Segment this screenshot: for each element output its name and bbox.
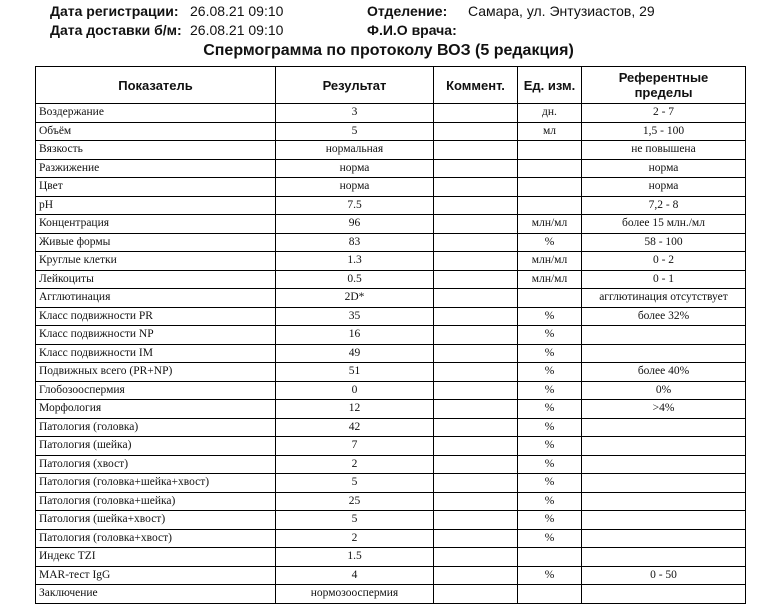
cell-result: 0 bbox=[276, 381, 434, 400]
cell-result: 51 bbox=[276, 363, 434, 382]
header-reference-line2: пределы bbox=[634, 85, 693, 100]
cell-comment bbox=[434, 474, 518, 493]
cell-comment bbox=[434, 566, 518, 585]
cell-reference: 0 - 2 bbox=[582, 252, 746, 271]
cell-comment bbox=[434, 363, 518, 382]
table-row bbox=[36, 455, 746, 474]
table-row bbox=[36, 437, 746, 456]
cell-comment bbox=[434, 141, 518, 160]
cell-result: 2D* bbox=[276, 289, 434, 308]
cell-result: 42 bbox=[276, 418, 434, 437]
table-row bbox=[36, 511, 746, 530]
cell-result: 0.5 bbox=[276, 270, 434, 289]
cell-comment bbox=[434, 455, 518, 474]
cell-unit: % bbox=[518, 381, 582, 400]
cell-indicator: Воздержание bbox=[36, 104, 276, 123]
cell-comment bbox=[434, 400, 518, 419]
cell-comment bbox=[434, 233, 518, 252]
cell-comment bbox=[434, 289, 518, 308]
cell-unit: % bbox=[518, 363, 582, 382]
table-row bbox=[36, 381, 746, 400]
cell-comment bbox=[434, 548, 518, 567]
cell-reference bbox=[582, 492, 746, 511]
cell-unit: % bbox=[518, 455, 582, 474]
cell-comment bbox=[434, 196, 518, 215]
cell-unit: млн/мл bbox=[518, 270, 582, 289]
cell-reference: 7,2 - 8 bbox=[582, 196, 746, 215]
cell-unit: % bbox=[518, 529, 582, 548]
cell-indicator: Патология (хвост) bbox=[36, 455, 276, 474]
cell-unit bbox=[518, 585, 582, 604]
cell-indicator: Патология (головка+хвост) bbox=[36, 529, 276, 548]
cell-unit bbox=[518, 178, 582, 197]
table-row bbox=[36, 492, 746, 511]
table-row bbox=[36, 159, 746, 178]
department-label: Отделение: bbox=[367, 3, 448, 19]
cell-unit: млн/мл bbox=[518, 215, 582, 234]
cell-comment bbox=[434, 326, 518, 345]
cell-result: 49 bbox=[276, 344, 434, 363]
table-row bbox=[36, 104, 746, 123]
delivery-date-value: 26.08.21 09:10 bbox=[190, 22, 284, 38]
table-row bbox=[36, 289, 746, 308]
cell-result: 2 bbox=[276, 529, 434, 548]
table-row bbox=[36, 326, 746, 345]
cell-comment bbox=[434, 252, 518, 271]
table-row bbox=[36, 141, 746, 160]
cell-unit bbox=[518, 141, 582, 160]
cell-indicator: Патология (шейка) bbox=[36, 437, 276, 456]
header-comment: Коммент. bbox=[434, 67, 518, 104]
cell-unit: млн/мл bbox=[518, 252, 582, 271]
cell-reference: >4% bbox=[582, 400, 746, 419]
cell-comment bbox=[434, 215, 518, 234]
cell-unit: % bbox=[518, 418, 582, 437]
table-row bbox=[36, 122, 746, 141]
cell-unit: % bbox=[518, 511, 582, 530]
cell-comment bbox=[434, 585, 518, 604]
cell-unit bbox=[518, 196, 582, 215]
cell-result: нормальная bbox=[276, 141, 434, 160]
cell-indicator: MAR-тест IgG bbox=[36, 566, 276, 585]
cell-reference: 0% bbox=[582, 381, 746, 400]
cell-reference: 0 - 1 bbox=[582, 270, 746, 289]
cell-indicator: Заключение bbox=[36, 585, 276, 604]
cell-indicator: Живые формы bbox=[36, 233, 276, 252]
cell-reference bbox=[582, 326, 746, 345]
cell-result: 5 bbox=[276, 511, 434, 530]
cell-unit: мл bbox=[518, 122, 582, 141]
cell-indicator: Цвет bbox=[36, 178, 276, 197]
table-row bbox=[36, 566, 746, 585]
cell-unit bbox=[518, 159, 582, 178]
cell-reference bbox=[582, 529, 746, 548]
table-row bbox=[36, 215, 746, 234]
registration-date-value: 26.08.21 09:10 bbox=[190, 3, 284, 19]
table-row bbox=[36, 233, 746, 252]
cell-comment bbox=[434, 178, 518, 197]
table-row bbox=[36, 196, 746, 215]
cell-reference: не повышена bbox=[582, 141, 746, 160]
header-reference bbox=[582, 67, 746, 104]
cell-comment bbox=[434, 344, 518, 363]
report-title: Спермограмма по протоколу ВОЗ (5 редакция) bbox=[203, 42, 574, 59]
cell-indicator: Объём bbox=[36, 122, 276, 141]
cell-indicator: Вязкость bbox=[36, 141, 276, 160]
cell-reference: 1,5 - 100 bbox=[582, 122, 746, 141]
cell-unit bbox=[518, 289, 582, 308]
cell-reference bbox=[582, 548, 746, 567]
header-reference-line1: Референтные bbox=[618, 70, 709, 85]
header-indicator: Показатель bbox=[36, 67, 276, 104]
cell-indicator: Круглые клетки bbox=[36, 252, 276, 271]
table-row bbox=[36, 585, 746, 604]
header-result: Результат bbox=[276, 67, 434, 104]
cell-result: 5 bbox=[276, 474, 434, 493]
cell-reference: 58 - 100 bbox=[582, 233, 746, 252]
cell-unit: % bbox=[518, 437, 582, 456]
delivery-date-label: Дата доставки б/м: bbox=[50, 22, 182, 38]
cell-reference: норма bbox=[582, 178, 746, 197]
cell-indicator: Класс подвижности IM bbox=[36, 344, 276, 363]
cell-indicator: Патология (головка+шейка) bbox=[36, 492, 276, 511]
cell-unit bbox=[518, 548, 582, 567]
doctor-label: Ф.И.О врача: bbox=[367, 22, 457, 38]
cell-result: 83 bbox=[276, 233, 434, 252]
cell-indicator: Разжижение bbox=[36, 159, 276, 178]
cell-comment bbox=[434, 270, 518, 289]
cell-indicator: Класс подвижности NP bbox=[36, 326, 276, 345]
department-value: Самара, ул. Энтузиастов, 29 bbox=[468, 3, 655, 19]
cell-unit: % bbox=[518, 307, 582, 326]
cell-unit: % bbox=[518, 326, 582, 345]
cell-reference: более 32% bbox=[582, 307, 746, 326]
table-row bbox=[36, 307, 746, 326]
cell-result: 35 bbox=[276, 307, 434, 326]
table-row bbox=[36, 363, 746, 382]
cell-unit: % bbox=[518, 492, 582, 511]
cell-indicator: Класс подвижности PR bbox=[36, 307, 276, 326]
cell-indicator: Глобозооспермия bbox=[36, 381, 276, 400]
cell-result: 7.5 bbox=[276, 196, 434, 215]
cell-unit: % bbox=[518, 474, 582, 493]
cell-result: 5 bbox=[276, 122, 434, 141]
cell-comment bbox=[434, 492, 518, 511]
cell-result: 1.5 bbox=[276, 548, 434, 567]
cell-reference: более 40% bbox=[582, 363, 746, 382]
cell-unit: % bbox=[518, 400, 582, 419]
table-row bbox=[36, 474, 746, 493]
cell-reference: 0 - 50 bbox=[582, 566, 746, 585]
cell-indicator: Агглютинация bbox=[36, 289, 276, 308]
cell-reference: норма bbox=[582, 159, 746, 178]
cell-reference bbox=[582, 511, 746, 530]
cell-result: 7 bbox=[276, 437, 434, 456]
table-row bbox=[36, 400, 746, 419]
cell-result: 2 bbox=[276, 455, 434, 474]
cell-indicator: Индекс TZI bbox=[36, 548, 276, 567]
cell-comment bbox=[434, 381, 518, 400]
cell-result: норма bbox=[276, 159, 434, 178]
cell-comment bbox=[434, 511, 518, 530]
cell-result: 16 bbox=[276, 326, 434, 345]
cell-indicator: Патология (шейка+хвост) bbox=[36, 511, 276, 530]
table-row bbox=[36, 252, 746, 271]
cell-reference bbox=[582, 418, 746, 437]
table-row bbox=[36, 270, 746, 289]
cell-comment bbox=[434, 437, 518, 456]
cell-unit: % bbox=[518, 566, 582, 585]
cell-result: нормозооспермия bbox=[276, 585, 434, 604]
cell-reference bbox=[582, 585, 746, 604]
table-row bbox=[36, 529, 746, 548]
cell-result: 4 bbox=[276, 566, 434, 585]
cell-reference bbox=[582, 437, 746, 456]
cell-unit: дн. bbox=[518, 104, 582, 123]
table-row bbox=[36, 344, 746, 363]
cell-reference bbox=[582, 455, 746, 474]
cell-result: 1.3 bbox=[276, 252, 434, 271]
cell-comment bbox=[434, 122, 518, 141]
cell-indicator: Подвижных всего (PR+NP) bbox=[36, 363, 276, 382]
cell-unit: % bbox=[518, 344, 582, 363]
cell-reference: более 15 млн./мл bbox=[582, 215, 746, 234]
cell-indicator: Патология (головка) bbox=[36, 418, 276, 437]
cell-reference bbox=[582, 344, 746, 363]
cell-indicator: pH bbox=[36, 196, 276, 215]
table-row bbox=[36, 178, 746, 197]
cell-reference: 2 - 7 bbox=[582, 104, 746, 123]
registration-date-label: Дата регистрации: bbox=[50, 3, 179, 19]
cell-result: 96 bbox=[276, 215, 434, 234]
cell-comment bbox=[434, 307, 518, 326]
cell-reference: агглютинация отсутствует bbox=[582, 289, 746, 308]
cell-comment bbox=[434, 418, 518, 437]
cell-result: 12 bbox=[276, 400, 434, 419]
cell-indicator: Концентрация bbox=[36, 215, 276, 234]
cell-comment bbox=[434, 159, 518, 178]
table-row bbox=[36, 418, 746, 437]
header-unit: Ед. изм. bbox=[518, 67, 582, 104]
table-row bbox=[36, 548, 746, 567]
cell-result: 25 bbox=[276, 492, 434, 511]
cell-indicator: Патология (головка+шейка+хвост) bbox=[36, 474, 276, 493]
cell-reference bbox=[582, 474, 746, 493]
cell-comment bbox=[434, 529, 518, 548]
cell-indicator: Морфология bbox=[36, 400, 276, 419]
cell-result: 3 bbox=[276, 104, 434, 123]
cell-result: норма bbox=[276, 178, 434, 197]
results-table bbox=[35, 66, 746, 604]
cell-indicator: Лейкоциты bbox=[36, 270, 276, 289]
table-header-row bbox=[36, 67, 746, 104]
cell-comment bbox=[434, 104, 518, 123]
cell-unit: % bbox=[518, 233, 582, 252]
